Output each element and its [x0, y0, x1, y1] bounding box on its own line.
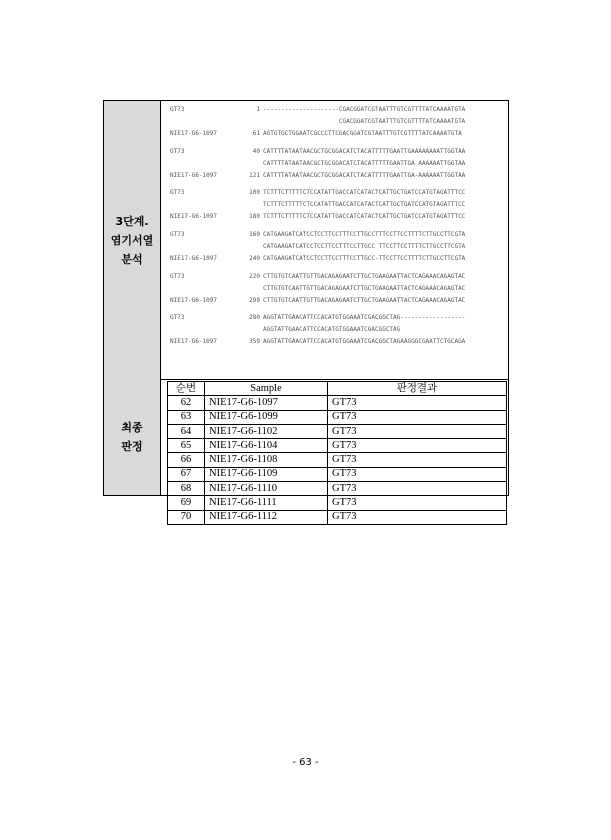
- row-number: 62: [168, 396, 205, 410]
- row-number: 70: [168, 510, 205, 524]
- section-label-line: 3단계.: [115, 214, 149, 228]
- sequence-name: GT73: [170, 273, 185, 280]
- alignment-line: [170, 189, 465, 197]
- alignment-line: [170, 326, 400, 334]
- alignment-line: [170, 285, 465, 293]
- table-row: [168, 496, 507, 510]
- row-result: GT73: [328, 453, 507, 467]
- results-table: [167, 381, 507, 525]
- sequence-bases: CGACGGATCGTAATTTGTCGTTTTATCAAAATGTA: [263, 118, 466, 125]
- results-header-row: [168, 382, 507, 396]
- sequence-bases: CATGAAGATCATCCTCCTTCCTTTCCTTGCCTTTCCTTCCTTTTCTTGCCTTCGTA: [263, 231, 466, 238]
- row-sample: NIE17-G6-1109: [205, 467, 328, 481]
- report-frame: [103, 100, 509, 523]
- row-sample: NIE17-G6-1104: [205, 439, 328, 453]
- row-sample: NIE17-G6-1097: [205, 396, 328, 410]
- sequence-bases: CTTGTGTCAATTGTTGACAGAGAATCTTGCTGAAGAATTACTCAGAAACAGAGTAC: [263, 273, 466, 280]
- sequence-bases: CATTTTATAATAACGCTGCGGACATCTACATTTTTGAATTGA-AAAAAATTGGTAA: [263, 172, 466, 179]
- sequence-bases: CATTTTATAATAACGCTGCGGACATCTACATTTTTGAATTGA AAAAAATTGGTAA: [263, 160, 466, 167]
- page-number: - 63 -: [292, 757, 319, 768]
- section-label-line: 분석: [121, 252, 143, 266]
- alignment-line: [170, 297, 465, 305]
- sequence-bases: CATTTTATAATAACGCTGCGGACATCTACATTTTTGAATTGAAAAAAAATTGGTAA: [263, 148, 466, 155]
- table-row: [168, 424, 507, 438]
- sequence-bases: TCTTTCTTTTTCTCCATATTGACCATCATACTCATTGCTGATCCATGTAGATTTCC: [263, 213, 466, 220]
- sequence-position: 61: [252, 130, 260, 137]
- sequence-name: NIE17-G6-1097: [170, 338, 217, 345]
- row-result: GT73: [328, 467, 507, 481]
- row-result: GT73: [328, 496, 507, 510]
- alignment-line: [170, 273, 465, 281]
- row-sample: NIE17-G6-1102: [205, 424, 328, 438]
- sequence-name: GT73: [170, 314, 185, 321]
- header-sample: Sample: [205, 382, 328, 396]
- table-row: [168, 396, 507, 410]
- table-row: [168, 410, 507, 424]
- sequence-position: 1: [256, 106, 260, 113]
- sequence-position: 100: [249, 189, 260, 196]
- alignment-line: [170, 148, 465, 156]
- section-label-sequence-analysis: [104, 101, 161, 380]
- sequence-bases: AGGTATTGAACATTCCACATGTGGAAATCGACGGCTAG------------------: [263, 314, 466, 321]
- sequence-position: 160: [249, 231, 260, 238]
- row-number: 66: [168, 453, 205, 467]
- table-row: [168, 510, 507, 524]
- section-label-line: 판정: [121, 440, 143, 453]
- sequence-position: 180: [249, 213, 260, 220]
- sequence-name: GT73: [170, 231, 185, 238]
- sequence-name: NIE17-G6-1097: [170, 213, 217, 220]
- row-number: 64: [168, 424, 205, 438]
- row-number: 67: [168, 467, 205, 481]
- table-row: [168, 439, 507, 453]
- table-row: [168, 482, 507, 496]
- sequence-bases: TCTTTCTTTTTCTCCATATTGACCATCATACTCATTGCTGATCCATGTAGATTTCC: [263, 189, 466, 196]
- section-label-line: 염기서열: [110, 233, 154, 247]
- alignment-line: [170, 243, 465, 251]
- row-result: GT73: [328, 424, 507, 438]
- sequence-position: 121: [249, 172, 260, 179]
- alignment-line: [170, 118, 465, 126]
- row-number: 63: [168, 410, 205, 424]
- sequence-alignment: [161, 101, 509, 380]
- sequence-bases: CATGAAGATCATCCTCCTTCCTTTCCTTGCC-TTCCTTCCTTTTCTTGCCTTCGTA: [263, 255, 466, 262]
- sequence-name: NIE17-G6-1097: [170, 130, 217, 137]
- sequence-position: 299: [249, 297, 260, 304]
- header-number: 순번: [168, 382, 205, 396]
- alignment-line: [170, 106, 465, 114]
- alignment-line: [170, 231, 465, 239]
- sequence-bases: AGGTATTGAACATTCCACATGTGGAAATCGACGGCTAG: [263, 326, 401, 333]
- table-row: [168, 467, 507, 481]
- section-label-final-judgement: [104, 379, 161, 495]
- row-number: 68: [168, 482, 205, 496]
- table-row: [168, 453, 507, 467]
- sequence-position: 359: [249, 338, 260, 345]
- alignment-line: [170, 213, 465, 221]
- sequence-name: GT73: [170, 106, 185, 113]
- header-result: 판정결과: [328, 382, 507, 396]
- row-result: GT73: [328, 410, 507, 424]
- sequence-name: NIE17-G6-1097: [170, 255, 217, 262]
- sequence-name: NIE17-G6-1097: [170, 297, 217, 304]
- row-number: 65: [168, 439, 205, 453]
- alignment-line: [170, 130, 462, 138]
- section-label-line: 최종: [121, 421, 143, 434]
- sequence-bases: AGGTATTGAACATTCCACATGTGGAAATCGACGGCTAGAAGGGCGAATTCTGCAGA: [263, 338, 466, 345]
- row-sample: NIE17-G6-1111: [205, 496, 328, 510]
- row-number: 69: [168, 496, 205, 510]
- alignment-line: [170, 201, 465, 209]
- sequence-position: 280: [249, 314, 260, 321]
- sequence-bases: ---------------------CGACGGATCGTAATTTGTCGTTTTATCAAAATGTA: [263, 106, 466, 113]
- sequence-name: GT73: [170, 148, 185, 155]
- sequence-bases: CTTGTGTCAATTGTTGACAGAGAATCTTGCTGAAGAATTACTCAGAAACAGAGTAC: [263, 297, 466, 304]
- sequence-bases: CTTGTGTCAATTGTTGACAGAGAATCTTGCTGAAGAATTACTCAGAAACAGAGTAC: [263, 285, 466, 292]
- sequence-bases: AGTGTGCTGGAATCGCCCTTCGACGGATCGTAATTTGTCGTTTTATCAAAATGTA: [263, 130, 462, 137]
- row-sample: NIE17-G6-1110: [205, 482, 328, 496]
- sequence-position: 240: [249, 255, 260, 262]
- row-result: GT73: [328, 482, 507, 496]
- row-result: GT73: [328, 439, 507, 453]
- row-result: GT73: [328, 396, 507, 410]
- sequence-position: 220: [249, 273, 260, 280]
- row-sample: NIE17-G6-1112: [205, 510, 328, 524]
- row-sample: NIE17-G6-1108: [205, 453, 328, 467]
- sequence-bases: TCTTTCTTTTTCTCCATATTGACCATCATACTCATTGCTGATCCATGTAGATTTCC: [263, 201, 466, 208]
- alignment-line: [170, 160, 465, 168]
- sequence-position: 40: [252, 148, 260, 155]
- alignment-line: [170, 314, 465, 322]
- row-sample: NIE17-G6-1099: [205, 410, 328, 424]
- alignment-line: [170, 338, 465, 346]
- sequence-bases: CATGAAGATCATCCTCCTTCCTTTCCTTGCC TTCCTTCCTTTTCTTGCCTTCGTA: [263, 243, 466, 250]
- sequence-name: NIE17-G6-1097: [170, 172, 217, 179]
- alignment-line: [170, 255, 465, 263]
- row-result: GT73: [328, 510, 507, 524]
- sequence-name: GT73: [170, 189, 185, 196]
- alignment-line: [170, 172, 465, 180]
